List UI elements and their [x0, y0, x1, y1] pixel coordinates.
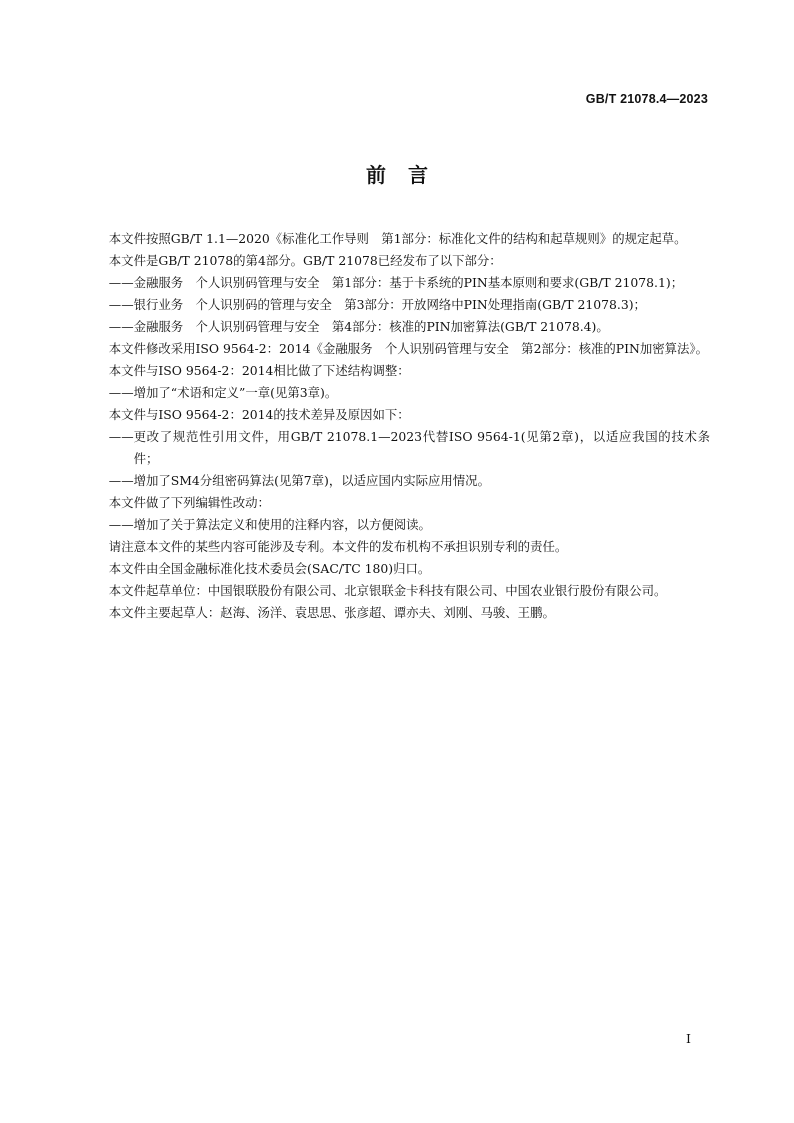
paragraph: 本文件主要起草人：赵海、汤洋、袁思思、张彦超、谭亦夫、刘刚、马骏、王鹏。 [108, 605, 555, 620]
list-dash: —— [108, 473, 134, 488]
paragraph: 本文件起草单位：中国银联股份有限公司、北京银联金卡科技有限公司、中国农业银行股份有限公司。 [108, 583, 667, 598]
list-item-text: 金融服务 个人识别码管理与安全 第4部分：核准的PIN加密算法(GB/T 21078.4)。 [133, 319, 609, 334]
page-number: I [686, 1031, 691, 1046]
paragraph: 请注意本文件的某些内容可能涉及专利。本文件的发布机构不承担识别专利的责任。 [108, 539, 568, 554]
list-item [109, 470, 710, 492]
paragraph: 本文件与ISO 9564-2：2014相比做了下述结构调整： [108, 363, 410, 378]
page-title: 前言 [366, 163, 450, 187]
list-item-text: 更改了规范性引用文件，用GB/T 21078.1—2023代替ISO 9564-1(见第2章)，以适应我国的技术条件； [133, 429, 710, 466]
list-dash: —— [108, 517, 134, 532]
standard-code: GB/T 21078.4—2023 [585, 92, 708, 106]
list-dash: —— [108, 319, 134, 334]
paragraph: 本文件按照GB/T 1.1—2020《标准化工作导则 第1部分：标准化文件的结构和起草规则》的规定起草。 [108, 231, 687, 246]
list-item [109, 294, 710, 316]
list-item [109, 426, 710, 470]
list-item [109, 382, 710, 404]
paragraph: 本文件做了下列编辑性改动： [108, 495, 270, 510]
list-item-text: 金融服务 个人识别码管理与安全 第1部分：基于卡系统的PIN基本原则和要求(GB/T 21078.1)； [133, 275, 684, 290]
list-item [109, 272, 710, 294]
list-dash: —— [108, 385, 134, 400]
paragraph: 本文件是GB/T 21078的第4部分。GB/T 21078已经发布了以下部分： [108, 253, 502, 268]
paragraph: 本文件修改采用ISO 9564-2：2014《金融服务 个人识别码管理与安全 第2部分：核准的PIN加密算法》。 [108, 341, 709, 356]
foreword-body [84, 228, 710, 624]
list-item-text: 增加了SM4分组密码算法(见第7章)，以适应国内实际应用情况。 [133, 473, 490, 488]
list-item [109, 514, 710, 536]
paragraph: 本文件与ISO 9564-2：2014的技术差异及原因如下： [108, 407, 410, 422]
list-dash: —— [108, 429, 134, 444]
list-dash: —— [108, 297, 134, 312]
list-item-text: 增加了“术语和定义”一章(见第3章)。 [133, 385, 338, 400]
list-item-text: 增加了关于算法定义和使用的注释内容，以方便阅读。 [133, 517, 431, 532]
list-dash: —— [108, 275, 134, 290]
list-item [109, 316, 710, 338]
paragraph: 本文件由全国金融标准化技术委员会(SAC/TC 180)归口。 [108, 561, 431, 576]
list-item-text: 银行业务 个人识别码的管理与安全 第3部分：开放网络中PIN处理指南(GB/T 21078.3)； [133, 297, 646, 312]
